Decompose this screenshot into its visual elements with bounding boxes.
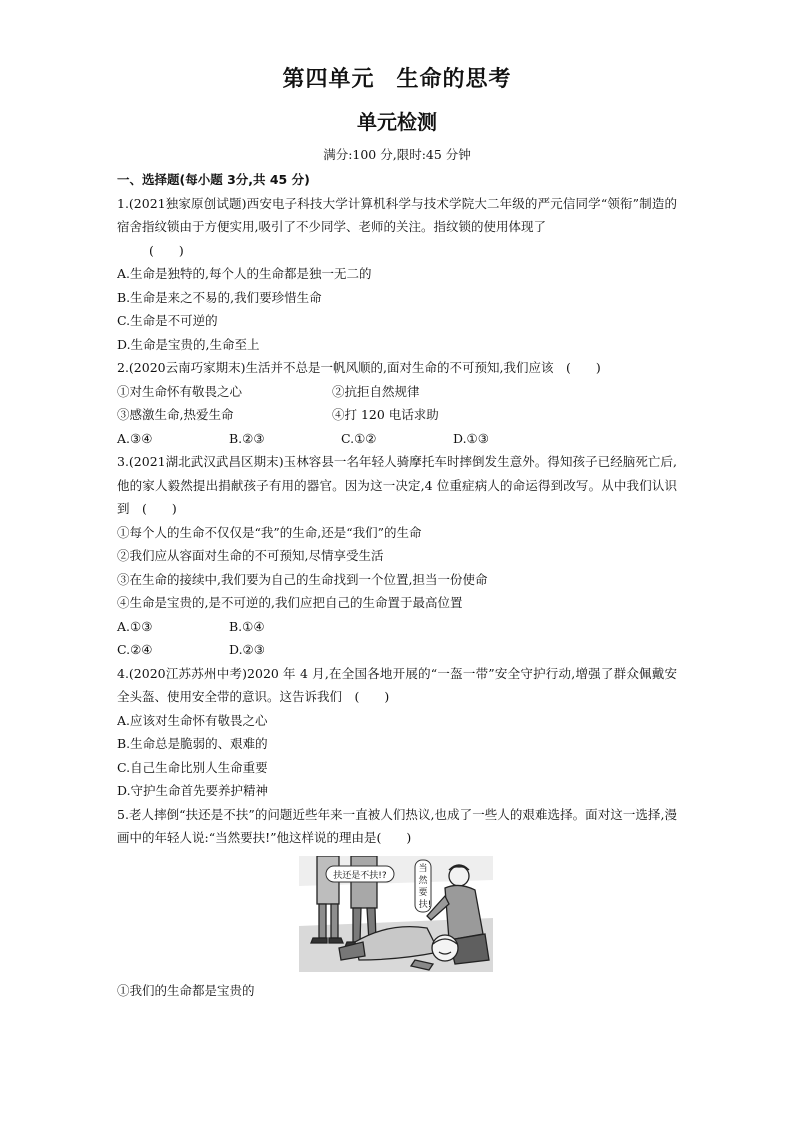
question-1-option-a: A.生命是独特的,每个人的生命都是独一无二的 <box>117 266 372 281</box>
question-2-items-row-1 <box>117 380 677 404</box>
question-3-option-c: C.②④ <box>117 642 153 657</box>
question-4-option-c: C.自己生命比别人生命重要 <box>117 759 268 775</box>
question-2-option-b: B.②③ <box>229 430 265 446</box>
question-5-stem: 5.老人摔倒“扶还是不扶”的问题近些年来一直被人们热议,也成了一些人的艰难选择。面对这一选择,漫画中的年轻人说:“当然要扶!”他这样说的理由是( ) <box>117 806 677 845</box>
bubble-right-char-3: 要 <box>418 887 428 898</box>
question-3-options-row-2 <box>117 638 677 662</box>
page-subtitle: 单元检测 <box>357 110 437 134</box>
bubble-right-char-2: 然 <box>418 875 428 886</box>
question-3-options-row-1 <box>117 615 677 639</box>
question-4-option-a: A.应该对生命怀有敬畏之心 <box>117 712 268 728</box>
question-2-option-a: A.③④ <box>117 430 153 446</box>
question-1-option-d: D.生命是宝贵的,生命至上 <box>117 336 260 352</box>
question-5-item-1: ①我们的生命都是宝贵的 <box>117 983 255 998</box>
question-3-stem: 3.(2021湖北武汉武昌区期末)玉林容县一名年轻人骑摩托车时摔倒发生意外。得知孩子已经脑死亡后,他的家人毅然提出捐献孩子有用的器官。因为这一决定,4 位重症病人的命运得到改写。从中我们认识到 ( ) <box>117 454 677 516</box>
page-title <box>0 62 794 93</box>
question-3-option-a: A.①③ <box>117 618 153 634</box>
question-1-stem: 1.(2021独家原创试题)西安电子科技大学计算机科学与技术学院大二年级的严元信同学“领衔”制造的宿舍指纹锁由于方便实用,吸引了不少同学、老师的关注。指纹锁的使用体现了 <box>117 195 677 234</box>
question-1-option-b: B.生命是来之不易的,我们要珍惜生命 <box>117 289 322 305</box>
speech-bubble-left <box>326 866 394 882</box>
exam-meta: 满分:100 分,限时:45 分钟 <box>323 147 471 162</box>
question-4-option-b: B.生命总是脆弱的、艰难的 <box>117 736 268 751</box>
bubble-right-char-1: 当 <box>418 863 428 874</box>
section-heading: 一、选择题(每小题 3分,共 45 分) <box>117 172 310 187</box>
question-1-option-c: C.生命是不可逆的 <box>117 313 218 328</box>
question-3-item-4: ④生命是宝贵的,是不可逆的,我们应把自己的生命置于最高位置 <box>117 595 463 610</box>
bubble-left-text: 扶还是不扶!? <box>333 870 387 881</box>
bubble-right-char-4: 扶! <box>418 899 432 910</box>
question-3-item-2: ②我们应从容面对生命的不可预知,尽情享受生活 <box>117 548 384 563</box>
question-2-stem: 2.(2020云南巧家期末)生活并不总是一帆风顺的,面对生命的不可预知,我们应该 ( ) <box>117 360 601 375</box>
comic-illustration <box>299 856 493 972</box>
question-3-item-3: ③在生命的接续中,我们要为自己的生命找到一个位置,担当一份使命 <box>117 571 488 587</box>
question-2-item-2: ②抗拒自然规律 <box>332 383 420 399</box>
question-2-option-c: C.①② <box>341 430 377 446</box>
title-topic: 生命的思考 <box>396 67 512 92</box>
question-2-option-d: D.①③ <box>453 430 489 446</box>
question-2-items-row-2 <box>117 403 677 427</box>
question-3-option-b: B.①④ <box>229 618 265 634</box>
title-unit: 第四单元 <box>282 67 375 92</box>
question-2-item-3: ③感激生命,热爱生命 <box>117 407 234 422</box>
question-2-options <box>117 427 677 451</box>
speech-bubble-right <box>415 860 431 912</box>
question-1-bracket: ( ) <box>149 242 184 258</box>
question-2-item-1: ①对生命怀有敬畏之心 <box>117 383 243 399</box>
question-4-stem: 4.(2020江苏苏州中考)2020 年 4 月,在全国各地开展的“一盔一带”安全守护行动,增强了群众佩戴安全头盔、使用安全带的意识。这告诉我们 ( ) <box>117 665 677 704</box>
question-3-item-1: ①每个人的生命不仅仅是“我”的生命,还是“我们”的生命 <box>117 524 422 540</box>
exam-body <box>117 168 677 1003</box>
question-2-item-4: ④打 120 电话求助 <box>332 407 439 422</box>
question-3-option-d: D.②③ <box>229 642 265 657</box>
question-4-option-d: D.守护生命首先要养护精神 <box>117 783 269 798</box>
